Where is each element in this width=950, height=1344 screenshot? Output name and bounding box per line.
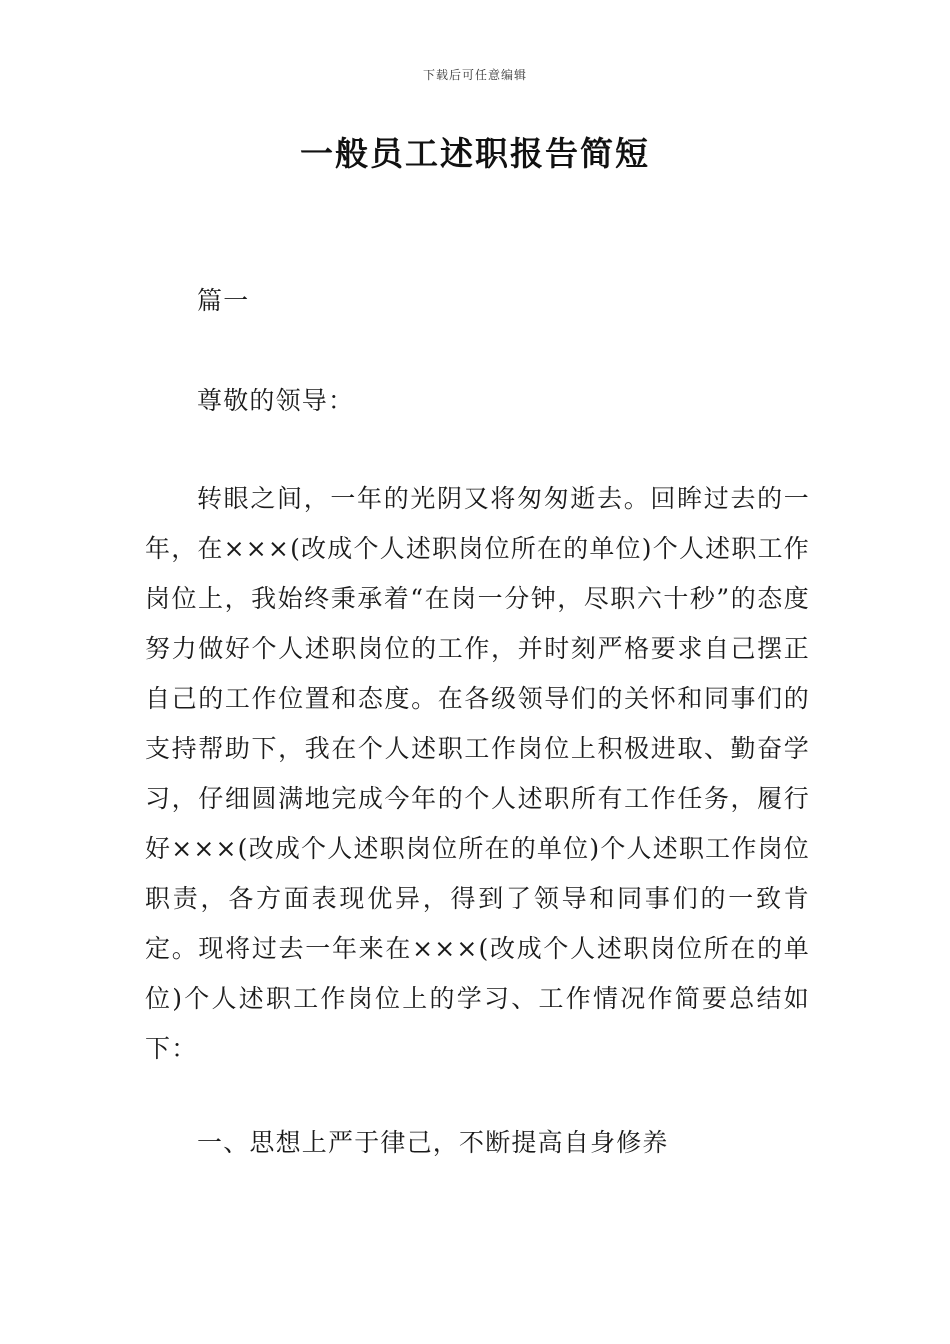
page-title: 一般员工述职报告简短 bbox=[300, 134, 650, 173]
section-label: 篇一 bbox=[197, 286, 250, 315]
header-note: 下载后可任意编辑 bbox=[422, 68, 527, 82]
section-heading: 一、思想上严于律己，不断提高自身修养 bbox=[197, 1128, 669, 1157]
body-paragraph: 转眼之间，一年的光阴又将匆匆逝去。回眸过去的一年，在×××(改成个人述职岗位所在的单位)个人述职工作岗位上，我始终秉承着“在岗一分钟，尽职六十秒”的态度努力做好个人述职岗位的工作，并时刻严格要求自己摆正自己的工作位置和态度。在各级领导们的关怀和同事们的支持帮助下，我在个人述职工作岗位上积极进取、勤奋学习，仔细圆满地完成今年的个人述职所有工作任务，履行好×××(改成个人述职岗位所在的单位)个人述职工作岗位职责，各方面表现优异，得到了领导和同事们的一致肯定。现将过去一年来在×××(改成个人述职岗位所在的单位)个人述职工作岗位上的学习、工作情况作简要总结如下： bbox=[145, 484, 810, 1063]
salutation: 尊敬的领导： bbox=[197, 386, 355, 415]
